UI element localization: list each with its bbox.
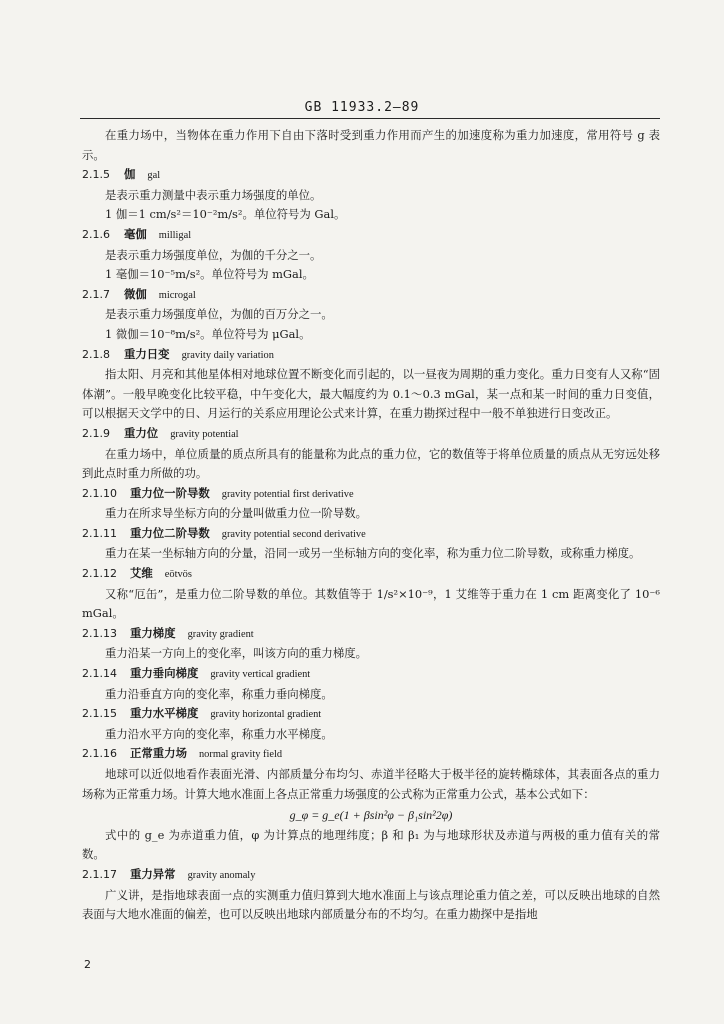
definition-paragraph: 又称“厄缶”，是重力位二阶导数的单位。其数值等于 1/s²×10⁻⁹，1 艾维等于重力在 1 cm 距离变化了 10⁻⁶ mGal。 <box>82 586 660 621</box>
term-number: 2.1.9 <box>82 426 110 440</box>
term-english: gravity potential first derivative <box>221 488 354 500</box>
term-chinese: 重力日变 <box>124 346 170 361</box>
definition-line: 重力沿垂直方向的变化率，称重力垂向梯度。 <box>105 686 333 701</box>
term-english: gravity anomaly <box>187 869 256 881</box>
term-number: 2.1.14 <box>82 667 117 681</box>
section-2-1-14 <box>82 664 660 704</box>
term-heading <box>82 165 660 186</box>
definition-line: 1 毫伽＝10⁻⁵m/s²。单位符号为 mGal。 <box>105 267 314 282</box>
term-english: milligal <box>158 229 192 241</box>
page-number: 2 <box>84 958 91 971</box>
term-chinese: 伽 <box>124 167 136 182</box>
term-chinese: 重力位二阶导数 <box>130 525 210 540</box>
term-number: 2.1.17 <box>82 867 117 881</box>
definition-line: 是表示重力场强度单位，为伽的百万分之一。 <box>105 307 333 322</box>
intro-paragraph: 在重力场中，当物体在重力作用下自由下落时受到重力作用而产生的加速度称为重力加速度，常用符号 g 表示。 <box>82 128 660 162</box>
term-chinese: 正常重力场 <box>130 746 187 761</box>
definition-line: 重力在所求导坐标方向的分量叫做重力位一阶导数。 <box>105 506 367 521</box>
term-heading <box>82 424 660 445</box>
term-number: 2.1.12 <box>82 567 117 581</box>
section-2-1-6 <box>82 225 660 285</box>
term-heading <box>82 345 660 366</box>
term-chinese: 重力位一阶导数 <box>130 485 210 500</box>
term-chinese: 重力异常 <box>130 866 176 881</box>
term-english: gravity potential second derivative <box>221 528 366 540</box>
standard-code-header: GB 11933.2—89 <box>304 100 420 115</box>
term-english: eötvös <box>164 569 192 581</box>
term-heading <box>82 744 660 765</box>
term-number: 2.1.11 <box>82 526 117 540</box>
term-heading <box>82 664 660 685</box>
term-heading <box>82 285 660 306</box>
term-chinese: 重力垂向梯度 <box>130 666 199 681</box>
term-number: 2.1.8 <box>82 347 110 361</box>
section-2-1-15 <box>82 704 660 744</box>
definition-line: 重力沿水平方向的变化率，称重力水平梯度。 <box>105 726 333 741</box>
definition-paragraph: 指太阳、月亮和其他星体相对地球位置不断变化而引起的，以一昼夜为周期的重力变化。重力日变有人又称“固体潮”。一般早晚变化比较平稳，中午变化大，最大幅度约为 0.1～0.3 mGal，某一点和某一时间的重力日变值，可以根据天文学中的日、月运行的关系应用理论公式来计算，在重力勘探过程中一般不单独进行日变改正。 <box>82 367 660 421</box>
section-2-1-8 <box>82 345 660 424</box>
term-chinese: 重力梯度 <box>130 625 176 640</box>
term-english: gravity vertical gradient <box>210 669 311 681</box>
term-english: gravity daily variation <box>181 349 274 361</box>
definition-line: 1 伽＝1 cm/s²＝10⁻²m/s²。单位符号为 Gal。 <box>105 207 346 222</box>
term-chinese: 艾维 <box>130 566 153 581</box>
definition-paragraph: 重力在某一坐标轴方向的分量，沿同一或另一坐标轴方向的变化率，称为重力位二阶导数，或称重力梯度。 <box>105 546 641 561</box>
term-heading <box>82 564 660 585</box>
definition-line: 是表示重力测量中表示重力场强度的单位。 <box>105 187 322 202</box>
header-rule <box>80 118 660 119</box>
term-heading <box>82 225 660 246</box>
term-heading <box>82 484 660 505</box>
section-2-1-16 <box>82 744 660 865</box>
definition-paragraph: 地球可以近似地看作表面光滑、内部质量分布均匀、赤道半径略大于极半径的旋转椭球体，其表面各点的重力场称为正常重力场。计算大地水准面上各点正常重力场强度的公式称为正常重力公式，基本公式如下： <box>82 767 660 801</box>
term-english: gal <box>147 170 161 182</box>
term-chinese: 重力位 <box>124 425 159 440</box>
term-number: 2.1.7 <box>82 287 110 301</box>
section-2-1-10 <box>82 484 660 524</box>
term-chinese: 重力水平梯度 <box>130 706 199 721</box>
section-2-1-5 <box>82 165 660 225</box>
section-2-1-13 <box>82 624 660 664</box>
section-2-1-9 <box>82 424 660 484</box>
term-heading <box>82 704 660 725</box>
term-english: gravity gradient <box>187 628 254 640</box>
term-english: microgal <box>158 289 196 301</box>
term-heading <box>82 524 660 545</box>
normal-gravity-formula: g_φ = g_e(1 + βsin²φ − β₁sin²2φ) <box>289 808 453 823</box>
definition-line: 1 微伽＝10⁻⁸m/s²。单位符号为 μGal。 <box>105 326 311 341</box>
term-english: normal gravity field <box>198 749 283 761</box>
term-number: 2.1.10 <box>82 486 117 500</box>
section-2-1-11 <box>82 524 660 564</box>
section-2-1-12 <box>82 564 660 624</box>
term-number: 2.1.5 <box>82 168 110 182</box>
document-body <box>82 126 660 925</box>
term-number: 2.1.13 <box>82 626 117 640</box>
definition-paragraph: 广义讲，是指地球表面一点的实测重力值归算到大地水准面上与该点理论重力值之差，可以反映出地球的自然表面与大地水准面的偏差，也可以反映出地球内部质量分布的不均匀。在重力勘探中是指地 <box>82 887 660 922</box>
definition-line: 是表示重力场强度单位，为伽的千分之一。 <box>105 247 322 262</box>
term-number: 2.1.15 <box>82 707 117 721</box>
term-number: 2.1.6 <box>82 227 110 241</box>
section-2-1-17 <box>82 865 660 925</box>
definition-line: 重力沿某一方向上的变化率，叫该方向的重力梯度。 <box>105 646 367 661</box>
definition-paragraph: 在重力场中，单位质量的质点所具有的能量称为此点的重力位，它的数值等于将单位质量的质点从无穷远处移到此点时重力所做的功。 <box>82 446 660 481</box>
term-chinese: 毫伽 <box>124 226 147 241</box>
section-2-1-7 <box>82 285 660 345</box>
term-chinese: 微伽 <box>124 286 147 301</box>
term-heading <box>82 865 660 886</box>
term-number: 2.1.16 <box>82 747 117 761</box>
term-english: gravity potential <box>170 428 239 440</box>
formula-explanation: 式中的 g_e 为赤道重力值，φ 为计算点的地理纬度；β 和 β₁ 为与地球形状及赤道与两极的重力值有关的常数。 <box>82 827 660 862</box>
term-english: gravity horizontal gradient <box>210 709 322 721</box>
term-heading <box>82 624 660 645</box>
